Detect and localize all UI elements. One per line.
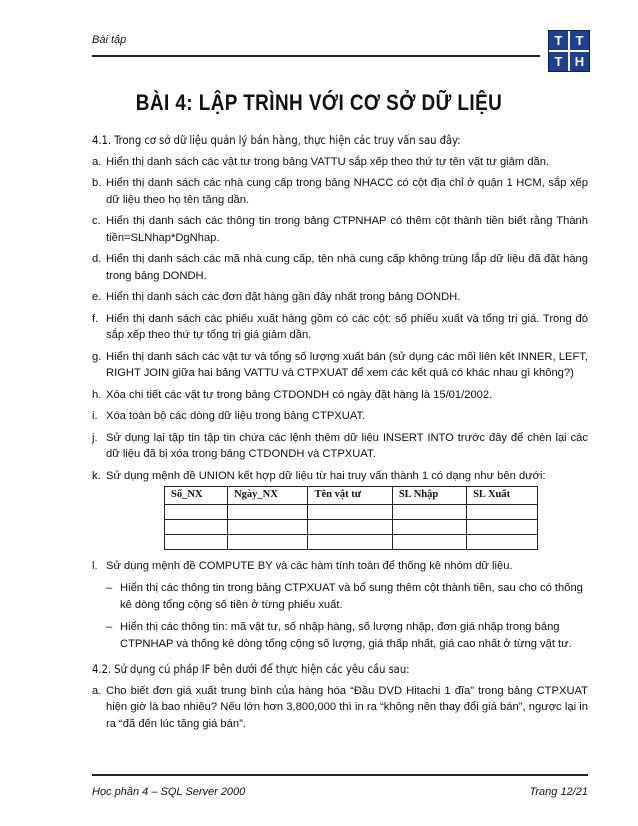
item-text: Sử dụng lại tập tin tập tin chứa các lệnh thêm dữ liệu INSERT INTO trước đây để chèn lại các dữ liệu đã bị xóa trong bảng CTDONDH và CTPXUAT. (106, 431, 588, 460)
header-rule (92, 55, 540, 57)
list-item (92, 311, 588, 344)
item-text: Xóa toàn bộ các dòng dữ liệu trong bảng CTPXUAT. (106, 410, 366, 422)
list-item (92, 251, 588, 284)
table-row (165, 519, 538, 534)
item-text: Xóa chi tiết các vật tư trong bảng CTDONDH có ngày đặt hàng là 15/01/2002. (106, 388, 493, 401)
list-item (92, 558, 588, 575)
union-result-table (164, 486, 538, 550)
header-title: Bài tập (92, 34, 127, 46)
list-item (92, 408, 588, 425)
item-label: c. (92, 215, 101, 227)
item-text: Sử dụng mệnh đề COMPUTE BY và các hàm tính toán để thống kê nhóm dữ liệu. (106, 559, 513, 572)
item-text: Hiển thị danh sách các mã nhà cung cấp, tên nhà cung cấp không trùng lắp dữ liệu đã đặt hàng trong bảng DONDH. (106, 253, 588, 282)
item-text: Hiển thị danh sách các vật tư và tổng số lượng xuất bán (sử dụng các mối liên kết INNER, LEFT, RIGHT JOIN giữa hai bảng VATTU và CTPXUAT để xem các kết quả có khác nhau gì không?) (106, 350, 588, 379)
logo-letter: T (554, 33, 563, 48)
list-item (92, 154, 588, 171)
item-text: Hiển thị danh sách các đơn đặt hàng gần đây nhất trong bảng DONDH. (106, 291, 461, 303)
list-item (92, 349, 588, 382)
item-text: Sử dụng mệnh đề UNION kết hợp dữ liệu từ hai truy vấn thành 1 có dạng như bên dưới: (106, 469, 546, 482)
list-item (92, 213, 588, 246)
logo-letter: H (574, 54, 585, 69)
table-header-row (165, 487, 538, 505)
section-4-1-heading: 4.1. Trong cơ sở dữ liệu quản lý bán hàng, thực hiện các truy vấn sau đây: (92, 134, 461, 147)
item-label: a. (92, 684, 102, 697)
item-label: b. (92, 177, 102, 189)
item-label: a. (92, 155, 102, 168)
logo-letter: T (575, 33, 584, 48)
table-row (165, 504, 538, 519)
item-text: Cho biết đơn giá xuất trung bình của hàng hóa “Đầu DVD Hitachi 1 đĩa” trong bảng CTPXUAT hiện giờ là bao nhiêu? Nếu lớn hơn 3,800,000 thì in ra “không nên thay đổi giá bán”, ngược lại in ra “đã đến lúc tăng giá bán”. (106, 684, 588, 730)
column-header: Số_NX (165, 487, 228, 505)
page-title: BÀI 4: LẬP TRÌNH VỚI CƠ SỞ DỮ LIỆU (135, 90, 503, 115)
column-header: SL Nhập (392, 487, 466, 505)
footer-course: Học phần 4 – SQL Server 2000 (92, 786, 246, 798)
item-label: f. (92, 312, 99, 325)
column-header: Tên vật tư (308, 487, 392, 505)
column-header: Ngày_NX (228, 487, 308, 505)
footer-rule (92, 774, 588, 776)
sub-item-text: Hiển thị các thông tin: mã vật tư, số nhập hàng, số lượng nhập, đơn giá nhập trong bảng CTPNHAP và thống kê dòng tổng cộng số lượng, giá thấp nhất, giá cao nhất ở từng vật tư. (120, 621, 572, 650)
footer-page-number: Trang 12/21 (529, 786, 588, 798)
item-label: e. (92, 291, 102, 303)
list-item (92, 683, 588, 733)
item-text: Hiển thị danh sách các thông tin trong bảng CTPNHAP có thêm cột thành tiền biết rằng Thành tiền=SLNhap*DgNhap. (106, 215, 588, 244)
column-header: SL Xuất (467, 487, 538, 505)
table-row (165, 534, 538, 549)
item-label: i. (92, 410, 98, 422)
item-label: g. (92, 350, 102, 363)
dash-bullet: – (106, 582, 113, 594)
list-item (92, 387, 588, 404)
logo-letter: T (554, 54, 563, 69)
list-item (92, 289, 588, 306)
item-text: Hiển thị danh sách các phiếu xuất hàng gồm có các cột: số phiếu xuất và tổng trị giá. Trong đó sắp xếp theo thứ tự tổng trị giá giảm dần. (106, 312, 588, 341)
sub-item (106, 580, 588, 613)
sub-item-text: Hiển thị các thông tin trong bảng CTPXUAT và bổ sung thêm cột thành tiền, sau cho có thống kê dòng tổng cộng số tiền ở từng phiếu xuất. (120, 582, 583, 611)
item-text: Hiển thị danh sách các vật tư trong bảng VATTU sắp xếp theo thứ tự tên vật tư giảm dần. (106, 155, 550, 168)
item-label: k. (92, 469, 101, 482)
item-label: l. (92, 559, 98, 572)
section-4-2-heading: 4.2. Sử dụng cú pháp IF bên dưới để thực hiện các yêu cầu sau: (92, 663, 410, 676)
tth-logo-icon (548, 30, 590, 72)
item-text: Hiển thị danh sách các nhà cung cấp trong bảng NHACC có cột địa chỉ ở quận 1 HCM, sắp xếp dữ liệu theo họ tên tăng dần. (106, 177, 588, 206)
sub-item (106, 619, 588, 652)
list-item (92, 175, 588, 208)
dash-bullet: – (106, 621, 113, 633)
item-label: j. (92, 431, 98, 444)
list-item (92, 468, 588, 485)
exercise-content (92, 133, 588, 737)
list-item (92, 430, 588, 463)
item-label: d. (92, 253, 102, 265)
item-label: h. (92, 388, 102, 401)
